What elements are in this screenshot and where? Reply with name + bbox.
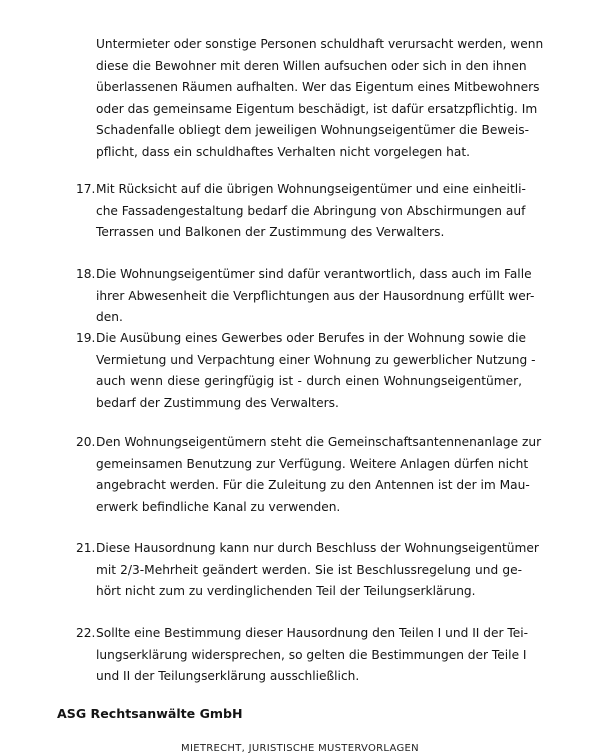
item-number: 21. xyxy=(76,541,96,555)
text-line: Vermietung und Verpachtung einer Wohnung zu gewerblicher Nutzung - xyxy=(96,352,536,367)
footer-text: MIETRECHT, JURISTISCHE MUSTERVORLAGEN xyxy=(181,743,419,754)
text-line: Den Wohnungseigentümern steht die Gemeinschaftsantennenanlage zur xyxy=(96,435,542,449)
text-line: gemeinsamen Benutzung zur Verfügung. Weitere Anlagen dürfen nicht xyxy=(96,456,529,471)
text-line: Mit Rücksicht auf die übrigen Wohnungseigentümer und eine einheitli- xyxy=(96,182,526,196)
text-line: oder das gemeinsame Eigentum beschädigt, ist dafür ersatzpflichtig. Im xyxy=(96,101,538,116)
text-line: und II der Teilungserklärung ausschließlich. xyxy=(96,669,360,684)
item-number: 22. xyxy=(76,626,96,640)
text-line: pflicht, dass ein schuldhaftes Verhalten nicht vorgelegen hat. xyxy=(96,144,470,159)
text-line: lungserklärung widersprechen, so gelten die Bestimmungen der Teile I xyxy=(96,647,527,662)
text-line: Diese Hausordnung kann nur durch Beschluss der Wohnungseigentümer xyxy=(96,541,539,555)
text-line: angebracht werden. Für die Zuleitung zu den Antennen ist der im Mau- xyxy=(96,478,530,493)
text-line: auch wenn diese geringfügig ist - durch einen Wohnungseigentümer, xyxy=(96,374,522,389)
text-line: bedarf der Zustimmung des Verwalters. xyxy=(96,395,339,410)
text-line: Schadenfalle obliegt dem jeweiligen Wohnungseigentümer die Beweis- xyxy=(96,123,529,138)
item-number: 19. xyxy=(76,331,96,345)
text-line: erwerk befindliche Kanal zu verwenden. xyxy=(96,499,341,514)
item-number: 18. xyxy=(76,267,96,281)
text-line: hört nicht zum zu verdinglichenden Teil der Teilungserklärung. xyxy=(96,584,476,599)
text-line: ihrer Abwesenheit die Verpflichtungen aus der Hausordnung erfüllt wer- xyxy=(96,288,535,303)
text-line: überlassenen Räumen aufhalten. Wer das Eigentum eines Mitbewohners xyxy=(96,80,540,95)
firm-name: ASG Rechtsanwälte GmbH xyxy=(57,706,243,721)
text-line: Die Ausübung eines Gewerbes oder Berufes in der Wohnung sowie die xyxy=(96,331,527,345)
text-line: diese die Bewohner mit deren Willen aufsuchen oder sich in den ihnen xyxy=(96,58,527,73)
text-line: den. xyxy=(96,310,123,325)
text-line: mit 2/3-Mehrheit geändert werden. Sie ist Beschlussregelung und ge- xyxy=(96,562,522,577)
text-line: Sollte eine Bestimmung dieser Hausordnung den Teilen I und II der Tei- xyxy=(96,626,529,640)
text-line: Die Wohnungseigentümer sind dafür verantwortlich, dass auch im Falle xyxy=(96,267,532,281)
item-number: 20. xyxy=(76,435,96,449)
intro-paragraph xyxy=(96,34,544,164)
text-line: Terrassen und Balkonen der Zustimmung des Verwalters. xyxy=(96,225,445,240)
text-line: che Fassadengestaltung bedarf die Abringung von Abschirmungen auf xyxy=(96,203,526,218)
text-line: Untermieter oder sonstige Personen schuldhaft verursacht werden, wenn xyxy=(96,37,544,51)
item-number: 17. xyxy=(76,182,96,196)
